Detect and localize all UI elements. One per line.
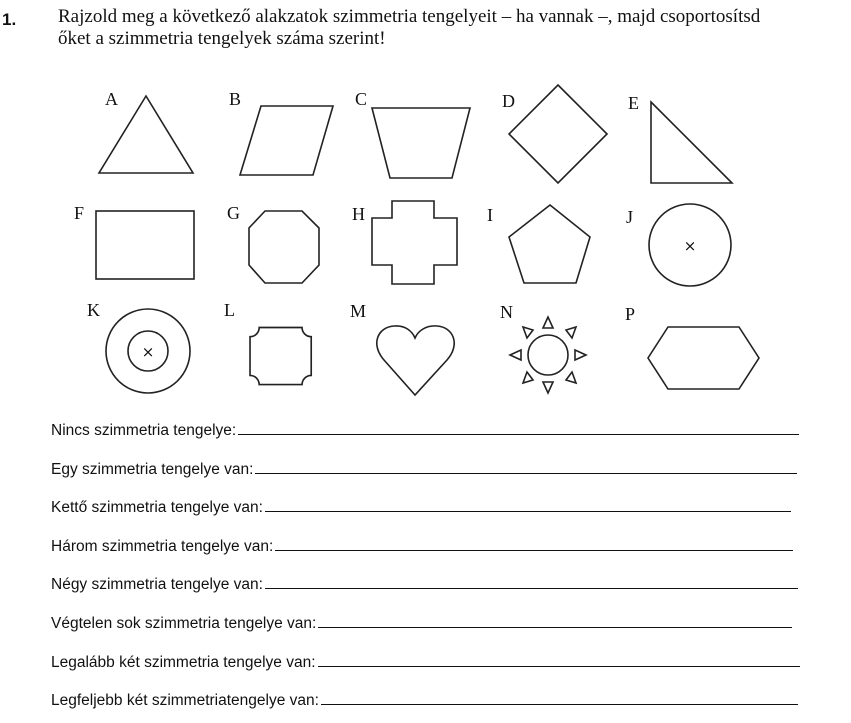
question-infinite-axes (51, 613, 792, 633)
shape-I-pentagon (509, 205, 590, 283)
shape-F-rectangle (96, 211, 194, 279)
label-F: F (74, 203, 85, 223)
label-A: A (105, 89, 118, 109)
label-K: K (87, 300, 100, 320)
label-I: I (487, 205, 493, 225)
question-three-axes (51, 536, 793, 556)
answer-line[interactable] (318, 613, 792, 628)
shape-C-trapezoid (372, 108, 470, 178)
shape-B-parallelogram (240, 106, 333, 175)
label-D: D (502, 91, 515, 111)
question-at-least-two-axes (51, 652, 800, 672)
question-four-axes (51, 574, 798, 594)
shape-N-sun (510, 317, 586, 393)
label-M: M (350, 301, 367, 321)
question-label: Egy szimmetria tengelye van: (51, 461, 254, 478)
label-N: N (500, 302, 513, 322)
label-H: H (352, 204, 365, 224)
answer-line[interactable] (238, 420, 799, 435)
label-C: C (355, 89, 368, 109)
shape-L-notched-square (250, 328, 311, 385)
shape-M-heart (377, 326, 454, 395)
exercise-number: 1. (2, 10, 17, 29)
shape-G-octagon (249, 211, 319, 283)
question-label: Nincs szimmetria tengelye: (51, 422, 237, 439)
question-label: Legalább két szimmetria tengelye van: (51, 654, 316, 671)
answer-line[interactable] (265, 574, 798, 589)
answer-line[interactable] (255, 459, 797, 474)
question-two-axes (51, 497, 791, 517)
shape-A-triangle (99, 96, 193, 173)
instruction-line-2: őket a szimmetria tengelyek száma szerint! (58, 28, 386, 49)
answer-line[interactable] (321, 690, 798, 705)
question-at-most-two-axes (51, 690, 798, 710)
shape-P-hexagon (648, 327, 759, 389)
label-J: J (626, 207, 634, 227)
label-P: P (625, 304, 636, 324)
label-B: B (229, 89, 242, 109)
question-label: Végtelen sok szimmetria tengelye van: (51, 615, 317, 632)
label-E: E (628, 93, 639, 113)
question-label: Legfeljebb két szimmetriatengelye van: (51, 692, 319, 709)
shape-J-center-mark: × (683, 237, 697, 255)
answer-line[interactable] (275, 536, 793, 551)
answer-line[interactable] (265, 497, 791, 512)
question-label: Négy szimmetria tengelye van: (51, 576, 263, 593)
instruction-line-1: Rajzold meg a következő alakzatok szimmetria tengelyeit – ha vannak –, majd csoportosítsd (58, 6, 761, 27)
shape-H-cross (372, 201, 457, 284)
label-L: L (224, 300, 235, 320)
label-G: G (227, 203, 240, 223)
answer-line[interactable] (318, 652, 800, 667)
question-one-axis (51, 459, 797, 479)
shape-K-center-mark: × (141, 343, 155, 361)
question-label: Kettő szimmetria tengelye van: (51, 499, 263, 516)
shape-E-right-triangle (651, 102, 732, 183)
shape-D-square (509, 85, 607, 183)
question-label: Három szimmetria tengelye van: (51, 538, 274, 555)
question-no-axis (51, 420, 799, 440)
